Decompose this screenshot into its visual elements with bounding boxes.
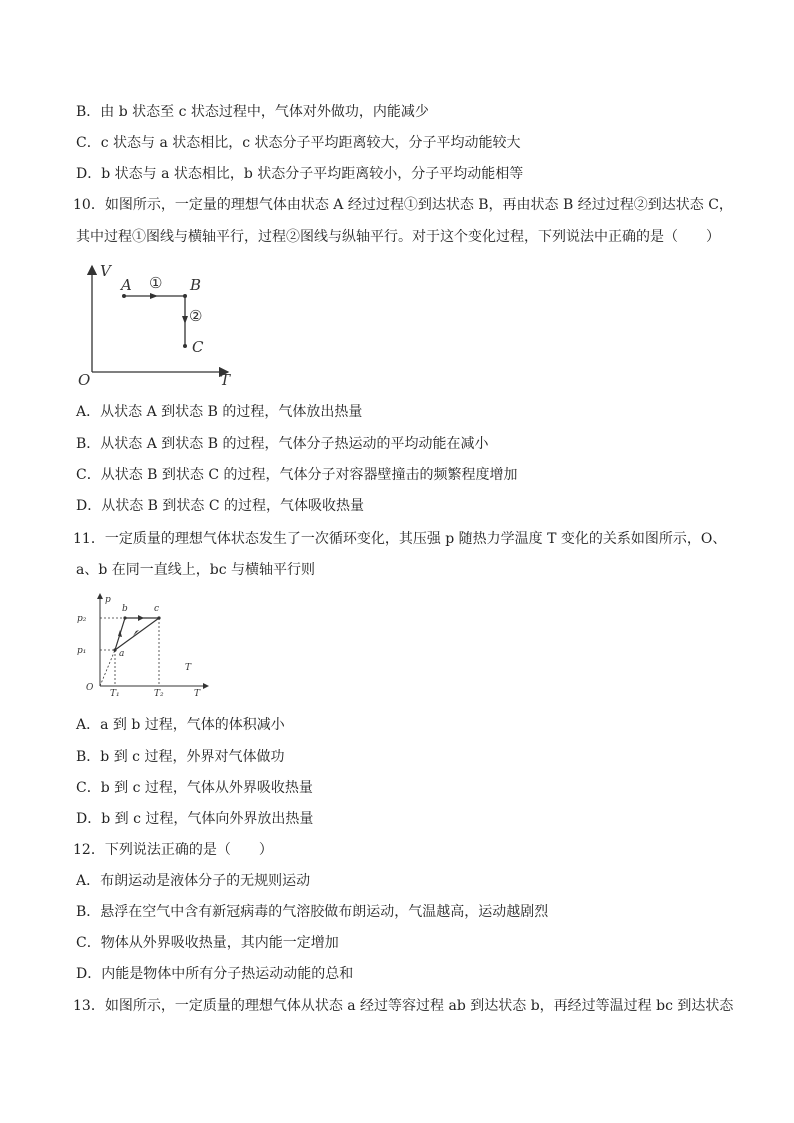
q11-option-d: D．b 到 c 过程，气体向外界放出热量 — [76, 811, 314, 827]
t-axis-label: T — [220, 371, 231, 389]
t-axis-label-mid: T — [185, 663, 192, 673]
origin-label: O — [78, 371, 91, 389]
q9-option-b: B．由 b 状态至 c 状态过程中，气体对外做功，内能减少 — [76, 104, 429, 120]
q11-option-b: B．b 到 c 过程，外界对气体做功 — [76, 749, 285, 765]
point-b — [183, 294, 187, 298]
q9-option-d: D．b 状态与 a 状态相比，b 状态分子平均距离较小，分子平均动能相等 — [76, 166, 524, 182]
point-c-label: C — [192, 338, 204, 356]
point-b-label: b — [122, 604, 128, 614]
q11-pt-diagram — [72, 590, 212, 698]
q12-option-b: B．悬浮在空气中含有新冠病毒的气溶胶做布朗运动，气温越高，运动越剧烈 — [76, 904, 549, 920]
point-b-label: B — [190, 276, 202, 294]
origin-label: O — [86, 683, 94, 693]
process-2-arrow — [182, 316, 188, 324]
q10-option-b: B．从状态 A 到状态 B 的过程，气体分子热运动的平均动能在减小 — [76, 436, 489, 452]
point-c — [157, 616, 160, 619]
q10-stem-line-1: 10．如图所示，一定量的理想气体由状态 A 经过过程①到达状态 B，再由状态 B 经过过程②到达状态 C， — [73, 197, 733, 213]
q12-stem: 12．下列说法正确的是（ ） — [73, 842, 273, 858]
point-b — [123, 616, 126, 619]
point-a — [122, 294, 126, 298]
point-c-label: c — [154, 604, 160, 614]
q10-option-d: D．从状态 B 到状态 C 的过程，气体吸收热量 — [76, 498, 365, 514]
q11-option-a: A．a 到 b 过程，气体的体积减小 — [76, 717, 285, 733]
p-axis-label: p — [105, 595, 111, 605]
point-c — [183, 344, 187, 348]
p2-label: p₂ — [77, 614, 87, 624]
point-a-label: a — [119, 649, 125, 659]
q10-option-c: C．从状态 B 到状态 C 的过程，气体分子对容器壁撞击的频繁程度增加 — [76, 467, 518, 483]
process-1-arrow — [150, 293, 158, 299]
q13-stem-line-1: 13．如图所示，一定质量的理想气体从状态 a 经过等容过程 ab 到达状态 b，再经过等温过程 bc 到达状态 — [73, 998, 734, 1014]
process-2-label: ② — [189, 307, 203, 325]
q12-option-c: C．物体从外界吸收热量，其内能一定增加 — [76, 935, 339, 951]
q11-stem-line-1: 11．一定质量的理想气体状态发生了一次循环变化，其压强 p 随热力学温度 T 变化的关系如图所示，O、 — [73, 531, 727, 547]
q10-option-a: A．从状态 A 到状态 B 的过程，气体放出热量 — [76, 404, 363, 420]
q12-option-d: D．内能是物体中所有分子热运动动能的总和 — [76, 966, 354, 982]
point-a — [113, 648, 116, 651]
t1-label: T₁ — [110, 689, 120, 698]
t2-label: T₂ — [154, 689, 164, 698]
q9-option-c: C．c 状态与 a 状态相比，c 状态分子平均距离较大，分子平均动能较大 — [76, 135, 521, 151]
segment-ca — [115, 618, 159, 650]
q11-stem-line-2: a、b 在同一直线上，bc 与横轴平行则 — [76, 562, 316, 578]
q10-vt-diagram — [70, 260, 240, 390]
process-1-label: ① — [149, 274, 163, 292]
origin-to-a-guide — [100, 650, 115, 686]
t-axis-label: T — [194, 689, 201, 698]
p1-label: p₁ — [77, 646, 87, 656]
q12-option-a: A．布朗运动是液体分子的无规则运动 — [76, 873, 311, 889]
point-a-label: A — [121, 276, 132, 294]
q10-stem-line-2: 其中过程①图线与横轴平行，过程②图线与纵轴平行。对于这个变化过程，下列说法中正确的是（ ） — [76, 229, 720, 245]
v-axis-label: V — [100, 262, 111, 280]
q11-option-c: C．b 到 c 过程，气体从外界吸收热量 — [76, 780, 313, 796]
arrow-bc — [138, 615, 144, 621]
